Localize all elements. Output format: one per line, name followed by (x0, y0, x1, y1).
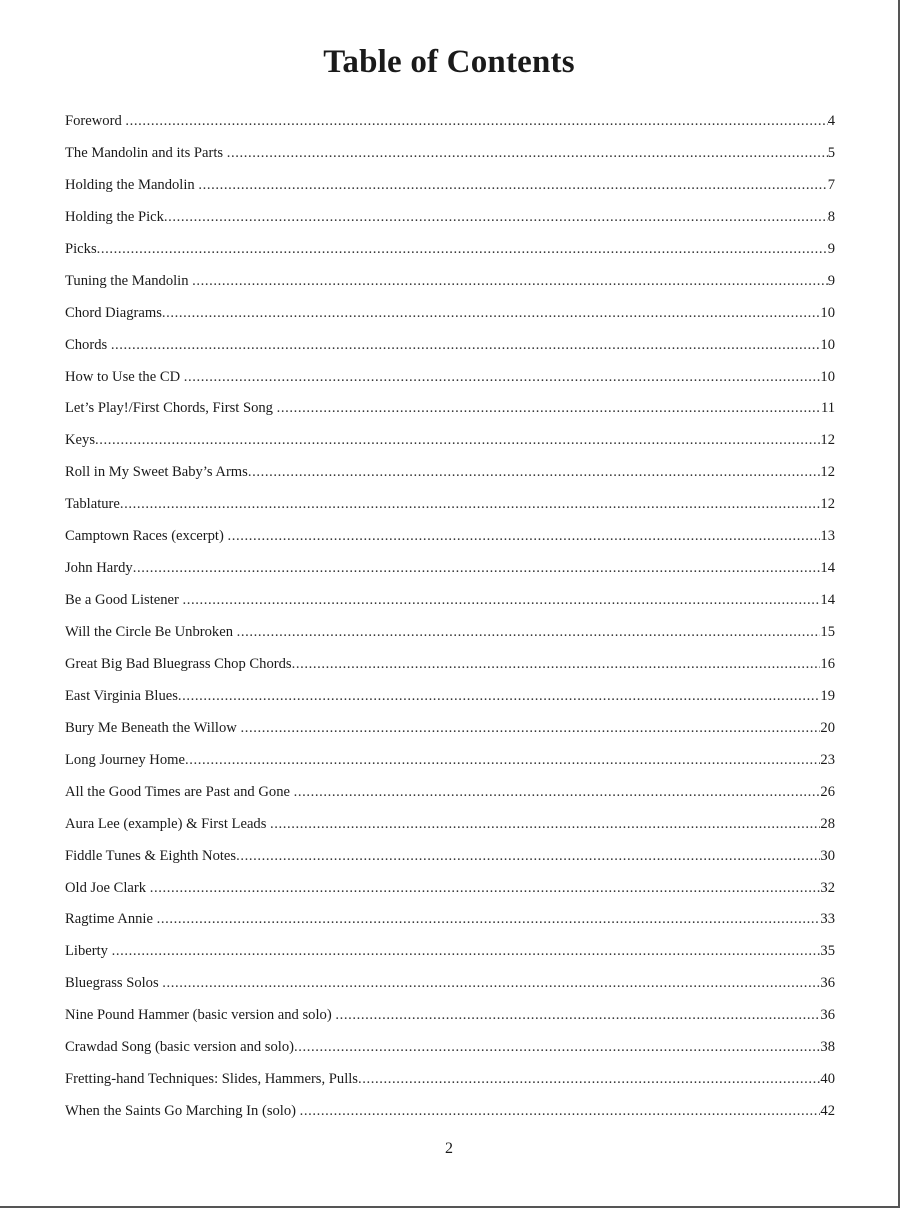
toc-dot-leader (157, 911, 821, 928)
toc-entry-title: Foreword (65, 113, 126, 129)
page-number: 2 (445, 1140, 453, 1157)
toc-entry-title: Great Big Bad Bluegrass Chop Chords (65, 655, 292, 672)
toc-entry-page: 19 (820, 687, 835, 704)
toc-entry-title: Nine Pound Hammer (basic version and solo) (65, 1007, 336, 1024)
toc-entry-title: Be a Good Listener (65, 592, 183, 609)
toc-entry-page: 15 (820, 624, 835, 640)
toc-dot-leader (133, 560, 821, 577)
toc-dot-leader (198, 177, 827, 194)
toc-entry-title: Aura Lee (example) & First Leads (65, 815, 271, 832)
toc-entry-title: How to Use the CD (65, 368, 184, 385)
toc-entry (65, 337, 835, 369)
toc-entry-title: All the Good Times are Past and Gone (65, 783, 294, 800)
toc-entry-page: 9 (827, 240, 835, 257)
toc-entry-page: 12 (820, 464, 835, 481)
toc-dot-leader (240, 720, 820, 737)
toc-entry-page: 36 (820, 1007, 835, 1024)
toc-entry (65, 400, 835, 432)
toc-dot-leader (294, 784, 821, 801)
toc-entry (65, 848, 835, 880)
toc-dot-leader (227, 145, 828, 162)
toc-entry (65, 464, 835, 496)
toc-dot-leader (270, 816, 820, 833)
toc-entry (65, 688, 835, 720)
toc-entry (65, 209, 835, 241)
toc-entry (65, 528, 835, 560)
toc-dot-leader (120, 496, 821, 513)
toc-entry (65, 975, 835, 1007)
toc-dot-leader (192, 273, 828, 290)
toc-entry-page: 28 (820, 815, 835, 832)
toc-dot-leader (185, 752, 820, 769)
toc-entry (65, 113, 835, 145)
toc-dot-leader (150, 880, 821, 897)
toc-entry-page: 20 (820, 719, 835, 736)
toc-entry-title: Holding the Mandolin (65, 176, 199, 193)
toc-entry-page: 32 (820, 879, 835, 896)
toc-entry-page: 12 (820, 496, 835, 513)
toc-entry-page: 33 (820, 911, 835, 928)
toc-entry-title: Chords (65, 336, 111, 353)
toc-entry (65, 624, 835, 656)
toc-entry-title: Keys (65, 432, 95, 449)
toc-entry-title: Roll in My Sweet Baby’s Arms (65, 464, 248, 481)
toc-dot-leader (236, 848, 820, 865)
toc-entry-page: 36 (820, 975, 835, 992)
toc-entry (65, 241, 835, 273)
toc-dot-leader (294, 1039, 820, 1056)
toc-dot-leader (178, 688, 821, 705)
toc-entry-page: 40 (820, 1071, 835, 1088)
toc-entry-title: Long Journey Home (65, 751, 185, 768)
toc-dot-leader (335, 1007, 820, 1024)
toc-dot-leader (183, 592, 821, 609)
toc-entry (65, 911, 835, 943)
toc-entry (65, 784, 835, 816)
toc-entry-page: 23 (820, 751, 835, 768)
toc-dot-leader (248, 464, 821, 481)
toc-entry-page: 14 (820, 560, 835, 577)
toc-dot-leader (162, 305, 821, 322)
toc-entry-page: 14 (820, 592, 835, 609)
toc-entry-title: East Virginia Blues (65, 687, 178, 704)
toc-entry-title: Tablature (65, 496, 120, 513)
toc-dot-leader (162, 975, 820, 992)
toc-entry (65, 145, 835, 177)
toc-dot-leader (164, 209, 828, 226)
toc-entry (65, 177, 835, 209)
toc-entry (65, 880, 835, 912)
toc-entry-title: Tuning the Mandolin (65, 272, 193, 289)
toc-entry (65, 720, 835, 752)
toc-entry-title: Chord Diagrams (65, 304, 162, 321)
toc-entry-page: 5 (827, 144, 835, 161)
toc-entry (65, 656, 835, 688)
table-of-contents (65, 113, 835, 1135)
toc-dot-leader (112, 943, 821, 960)
toc-dot-leader (358, 1071, 820, 1088)
toc-entry (65, 273, 835, 305)
toc-entry-title: Old Joe Clark (65, 879, 150, 896)
toc-entry (65, 816, 835, 848)
toc-entry-page: 11 (820, 400, 835, 417)
toc-dot-leader (95, 432, 820, 449)
toc-entry-title: Fiddle Tunes & Eighth Notes (65, 847, 237, 864)
toc-entry (65, 305, 835, 337)
toc-entry (65, 1039, 835, 1071)
toc-entry-title: The Mandolin and its Parts (65, 144, 227, 161)
toc-entry-title: Holding the Pick (65, 208, 164, 225)
toc-entry-page: 35 (820, 943, 835, 960)
toc-entry (65, 1007, 835, 1039)
toc-entry-page: 30 (820, 847, 835, 864)
toc-entry (65, 496, 835, 528)
toc-entry (65, 592, 835, 624)
toc-entry-page: 12 (820, 432, 835, 449)
toc-entry-page: 16 (820, 655, 835, 672)
toc-entry (65, 432, 835, 464)
toc-entry (65, 1103, 835, 1135)
toc-entry (65, 1071, 835, 1103)
toc-dot-leader (292, 656, 821, 673)
toc-entry (65, 560, 835, 592)
toc-entry-title: Bluegrass Solos (65, 975, 163, 992)
toc-entry-page: 10 (820, 304, 835, 321)
toc-entry-title: Bury Me Beneath the Willow (65, 719, 241, 736)
toc-entry-page: 10 (820, 336, 835, 353)
toc-entry-title: Picks (65, 240, 97, 257)
toc-dot-leader (228, 528, 821, 545)
toc-dot-leader (97, 241, 828, 258)
toc-entry-title: Fretting-hand Techniques: Slides, Hammers, Pulls (65, 1071, 358, 1088)
toc-entry-title: Will the Circle Be Unbroken (65, 624, 237, 640)
toc-entry-title: Let’s Play!/First Chords, First Song (65, 400, 277, 417)
toc-entry-title: When the Saints Go Marching In (solo) (65, 1103, 300, 1120)
toc-entry-page: 38 (820, 1039, 835, 1056)
toc-entry-page: 4 (827, 113, 835, 129)
toc-entry-title: Liberty (65, 943, 112, 960)
toc-entry (65, 752, 835, 784)
toc-dot-leader (125, 113, 827, 130)
toc-entry-title: Camptown Races (excerpt) (65, 528, 228, 545)
toc-dot-leader (300, 1103, 821, 1120)
toc-entry-title: John Hardy (65, 560, 133, 577)
toc-entry-page: 13 (820, 528, 835, 545)
toc-entry-page: 42 (820, 1103, 835, 1120)
toc-entry-page: 8 (827, 208, 835, 225)
toc-entry (65, 369, 835, 401)
toc-entry-page: 9 (827, 272, 835, 289)
toc-dot-leader (237, 624, 821, 641)
toc-entry-page: 26 (820, 783, 835, 800)
toc-dot-leader (184, 369, 821, 386)
toc-dot-leader (111, 337, 821, 354)
page-title: Table of Contents (323, 44, 575, 80)
toc-dot-leader (277, 400, 821, 417)
toc-entry-page: 7 (827, 176, 835, 193)
toc-entry-page: 10 (820, 368, 835, 385)
toc-entry (65, 943, 835, 975)
toc-entry-title: Crawdad Song (basic version and solo) (65, 1039, 294, 1056)
toc-entry-title: Ragtime Annie (65, 911, 157, 928)
